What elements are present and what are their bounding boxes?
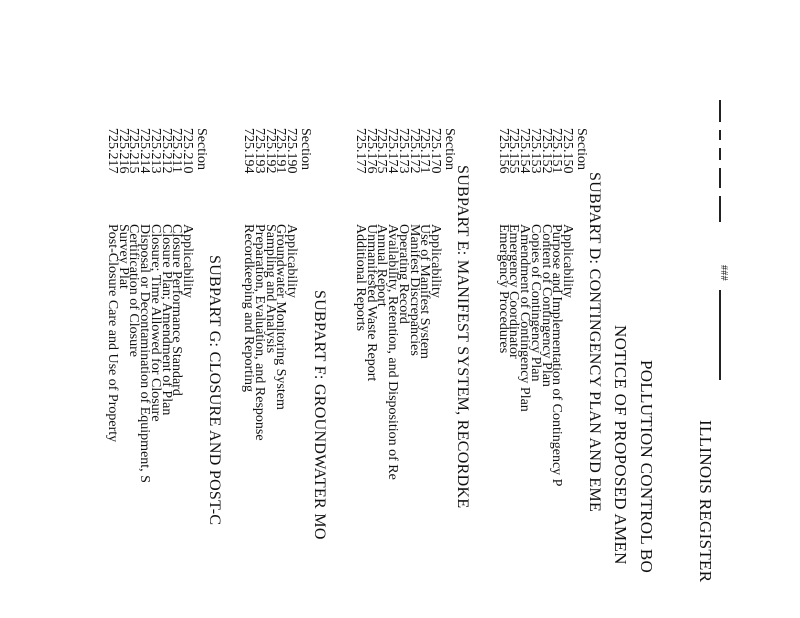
section-title: Applicability <box>560 224 575 298</box>
register-title: ILLINOIS REGISTER <box>696 420 715 583</box>
section-number: 725.154 <box>517 128 533 174</box>
section-number: 725.191 <box>273 128 289 174</box>
section-label: Section <box>442 128 457 170</box>
section-title: Post-Closure Care and Use of Property <box>105 224 121 443</box>
section-number: 725.192 <box>262 128 278 174</box>
section-title: Disposal or Decontamination of Equipment, S <box>137 224 153 483</box>
section-number: 725.213 <box>147 128 163 174</box>
board-title: POLLUTION CONTROL BO <box>637 360 656 574</box>
section-number: 725.155 <box>506 128 522 174</box>
section-number: 725.216 <box>115 128 131 174</box>
section-number: 725.212 <box>158 128 174 174</box>
section-number: 725.211 <box>169 128 185 173</box>
section-title: Closure Plan; Amendment of Plan <box>158 224 174 416</box>
section-number: 725.194 <box>241 128 257 174</box>
section-title: Unmanifested Waste Report <box>363 224 379 382</box>
section-number: 725.173 <box>395 128 411 174</box>
section-title: Use of Manifest System <box>417 224 433 359</box>
section-title: Copies of Contingency Plan <box>527 224 543 382</box>
subpart-f-heading: SUBPART F: GROUNDWATER MO <box>311 290 328 540</box>
section-number: 725.215 <box>126 128 142 174</box>
header-rule-2 <box>720 130 722 140</box>
section-title: Manifest Discrepancies <box>406 224 422 356</box>
section-title: Additional Reports <box>353 224 369 331</box>
section-number: 725.151 <box>549 128 565 174</box>
subpart-d-heading: SUBPART D: CONTINGENCY PLAN AND EME <box>586 172 603 513</box>
header-rule-3 <box>720 148 722 160</box>
section-title: Annual Report <box>374 224 390 307</box>
section-title: Applicability <box>180 224 195 298</box>
section-number: 725.156 <box>495 128 511 174</box>
section-title: Closure; Time Allowed for Closure <box>147 224 163 422</box>
section-title: Closure Performance Standard <box>169 224 185 396</box>
section-number: 725.171 <box>417 128 433 174</box>
section-number: 725.217 <box>105 128 121 174</box>
section-number: 725.152 <box>538 128 554 174</box>
section-number: 725.210 <box>180 128 195 174</box>
header-rule-1 <box>720 100 722 122</box>
section-number: 725.193 <box>251 128 267 174</box>
section-label: Section <box>194 128 209 170</box>
section-number: 725.214 <box>137 128 153 174</box>
section-title: Emergency Procedures <box>495 224 511 354</box>
section-title: Groundwater Monitoring System <box>273 224 289 410</box>
section-title: Emergency Coordinator <box>506 224 522 359</box>
section-title: Operating Record <box>395 224 411 324</box>
section-number: 725.170 <box>428 128 443 174</box>
section-number: 725.153 <box>527 128 543 174</box>
subpart-g-heading: SUBPART G: CLOSURE AND POST-C <box>206 255 223 526</box>
section-number: 725.175 <box>374 128 390 174</box>
subpart-e-heading: SUBPART E: MANIFEST SYSTEM, RECORDKE <box>454 165 471 509</box>
notice-title: NOTICE OF PROPOSED AMEN <box>611 325 630 565</box>
section-title: Survey Plat <box>115 224 131 289</box>
header-rule-4 <box>720 168 722 188</box>
section-title: Availability, Retention, and Disposition of Re <box>385 224 401 480</box>
section-title: Content of Contingency Plan <box>538 224 554 387</box>
header-rule-5 <box>720 196 722 222</box>
section-number: 725.150 <box>560 128 575 174</box>
section-title: Certification of Closure <box>126 224 142 357</box>
section-label: Section <box>574 128 589 170</box>
section-number: 725.177 <box>353 128 369 174</box>
section-title: Sampling and Analysis <box>262 224 278 354</box>
section-title: Purpose and Implementation of Contingency P <box>549 224 565 487</box>
section-title: Recordkeeping and Reporting <box>241 224 257 392</box>
section-label: Section <box>298 128 313 170</box>
section-number: 725.190 <box>284 128 299 174</box>
header-rule-6 <box>720 290 722 380</box>
header-mark: ### <box>718 265 729 281</box>
section-title: Applicability <box>284 224 299 298</box>
section-number: 725.176 <box>363 128 379 174</box>
section-number: 725.172 <box>406 128 422 174</box>
section-title: Preparation, Evaluation, and Response <box>251 224 267 441</box>
section-number: 725.174 <box>385 128 401 174</box>
section-title: Amendment of Contingency Plan <box>517 224 533 412</box>
section-title: Applicability <box>428 224 443 298</box>
